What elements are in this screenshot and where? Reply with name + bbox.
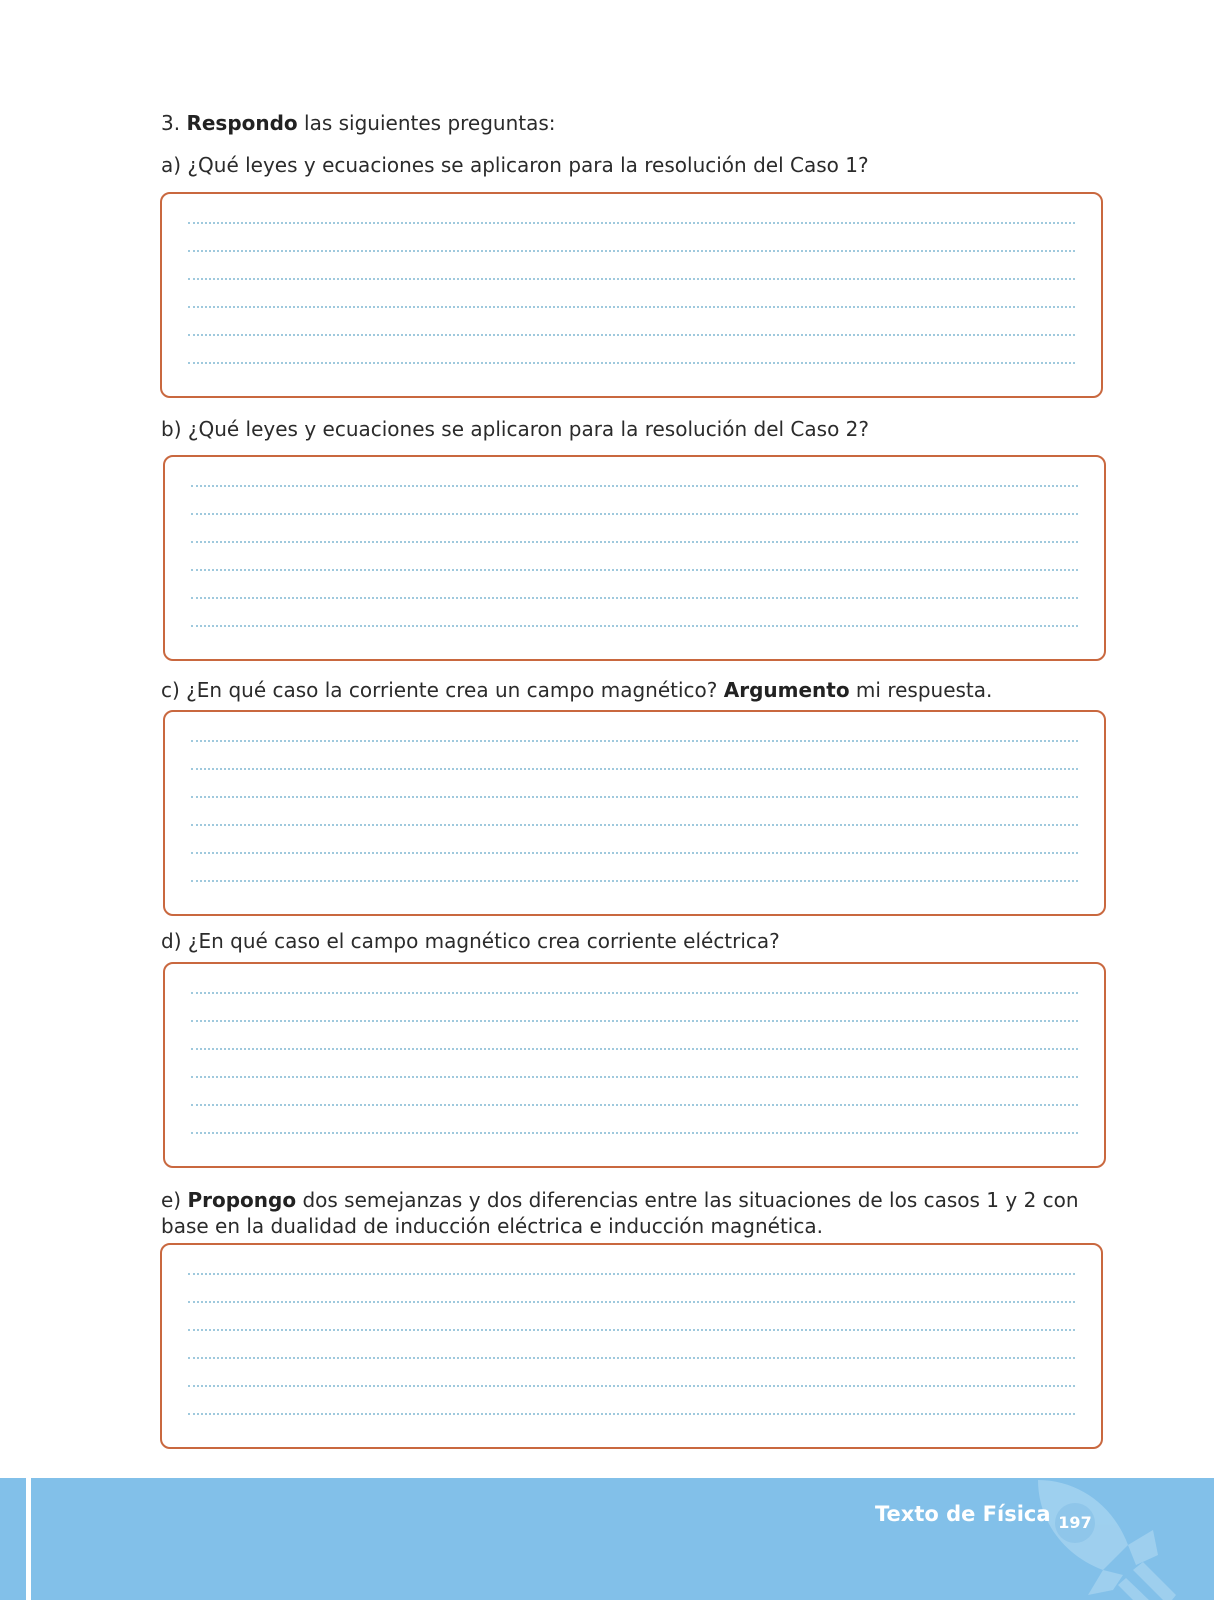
question-a-text: a) ¿Qué leyes y ecuaciones se aplicaron para la resolución del Caso 1?	[161, 153, 869, 177]
answer-line	[191, 1104, 1078, 1106]
activity-heading	[161, 110, 556, 136]
answer-line	[188, 1329, 1075, 1331]
answer-box-e[interactable]	[160, 1243, 1103, 1449]
answer-line	[191, 1020, 1078, 1022]
answer-line	[191, 485, 1078, 487]
question-c-text: c) ¿En qué caso la corriente crea un campo magnético?	[161, 678, 724, 702]
heading-number: 3.	[161, 111, 181, 135]
answer-box-a[interactable]	[160, 192, 1103, 398]
question-e-bold: Propongo	[187, 1188, 297, 1212]
answer-line	[191, 768, 1078, 770]
footer-book-title: Texto de Física	[875, 1502, 1051, 1526]
question-e-suffix: dos semejanzas y dos diferencias entre las situaciones de los casos 1 y 2 con base en la dualidad de inducción eléctrica e inducción magnética.	[161, 1188, 1079, 1238]
answer-line	[191, 852, 1078, 854]
question-d	[161, 928, 780, 954]
answer-line	[191, 740, 1078, 742]
footer-stripe	[26, 1478, 31, 1600]
answer-line	[188, 250, 1075, 252]
answer-box-d[interactable]	[163, 962, 1106, 1168]
answer-line	[191, 992, 1078, 994]
answer-line	[188, 306, 1075, 308]
answer-box-c[interactable]	[163, 710, 1106, 916]
heading-rest: las siguientes preguntas:	[297, 111, 556, 135]
answer-line	[191, 625, 1078, 627]
answer-line	[191, 824, 1078, 826]
answer-line	[188, 1357, 1075, 1359]
answer-line	[191, 541, 1078, 543]
answer-line	[188, 1301, 1075, 1303]
heading-verb: Respondo	[186, 111, 298, 135]
question-a	[161, 152, 869, 178]
answer-line	[188, 1273, 1075, 1275]
answer-line	[191, 880, 1078, 882]
question-b	[161, 416, 869, 442]
answer-line	[188, 1385, 1075, 1387]
answer-line	[191, 1048, 1078, 1050]
answer-line	[188, 334, 1075, 336]
question-c-bold: Argumento	[723, 678, 850, 702]
answer-line	[191, 796, 1078, 798]
answer-line	[191, 1132, 1078, 1134]
question-e	[161, 1187, 1111, 1239]
answer-line	[188, 222, 1075, 224]
question-b-text: b) ¿Qué leyes y ecuaciones se aplicaron para la resolución del Caso 2?	[161, 417, 869, 441]
answer-line	[191, 569, 1078, 571]
question-d-text: d) ¿En qué caso el campo magnético crea corriente eléctrica?	[161, 929, 780, 953]
answer-line	[188, 362, 1075, 364]
question-c	[161, 677, 992, 703]
answer-box-b[interactable]	[163, 455, 1106, 661]
answer-line	[191, 513, 1078, 515]
page-number: 197	[1055, 1503, 1095, 1543]
page-footer	[0, 1478, 1214, 1600]
question-e-text: e)	[161, 1188, 188, 1212]
answer-line	[188, 278, 1075, 280]
answer-line	[191, 597, 1078, 599]
answer-line	[188, 1413, 1075, 1415]
answer-line	[191, 1076, 1078, 1078]
rocket-icon	[1018, 1478, 1198, 1600]
question-c-suffix: mi respuesta.	[849, 678, 993, 702]
